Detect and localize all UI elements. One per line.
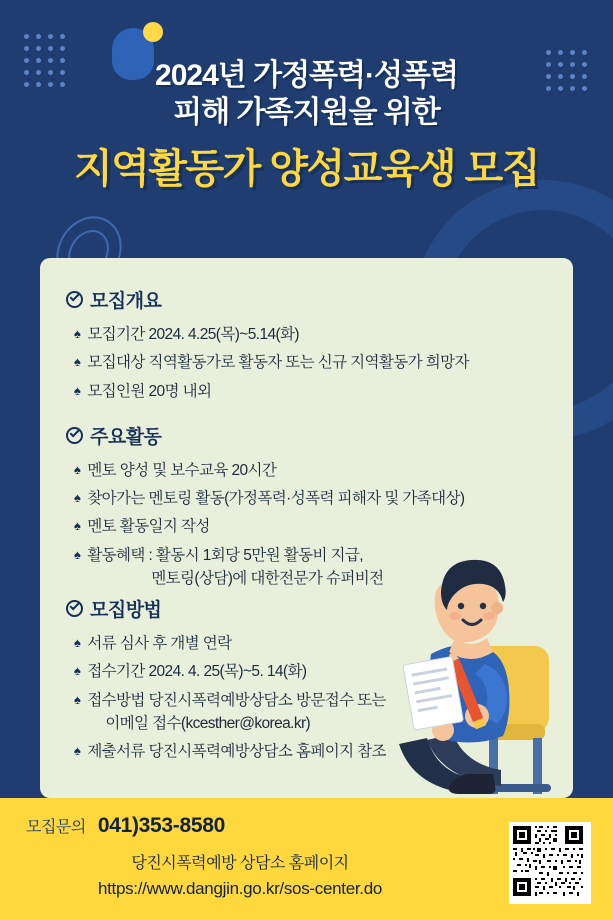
section-title-text: 주요활동 — [90, 426, 162, 448]
website-name: 당진시폭력예방 상담소 홈페이지 — [131, 855, 349, 872]
headline-line-3: 지역활동가 양성교육생 모집 — [74, 147, 539, 192]
list-item-text: 서류 심사 후 개별 연락 — [87, 635, 232, 652]
list-item-text: 멘토 활동일지 작성 — [87, 518, 210, 536]
spade-bullet-icon: ♠ — [74, 518, 81, 534]
qr-code-icon[interactable] — [509, 822, 591, 904]
list-item-text — [87, 544, 547, 591]
section-list-howto — [74, 632, 547, 763]
spade-bullet-icon: ♠ — [74, 326, 81, 341]
headline-line-2: 피해 가족지원을 위한 — [173, 95, 440, 129]
section-list-activities — [74, 459, 547, 590]
list-item — [74, 351, 547, 374]
section-list-overview — [74, 323, 547, 403]
list-item — [74, 544, 547, 591]
check-circle-icon — [66, 600, 83, 617]
spade-bullet-icon: ♠ — [74, 546, 81, 562]
list-item — [74, 660, 547, 683]
contact-label: 모집문의 — [26, 819, 86, 836]
yellow-dot-icon — [143, 22, 163, 42]
list-item-line-2: 멘토링(상담)에 대한전문가 슈퍼비전 — [151, 569, 384, 587]
spade-bullet-icon: ♠ — [74, 635, 81, 650]
check-circle-icon — [66, 291, 83, 308]
spade-bullet-icon: ♠ — [74, 691, 81, 707]
section-title-howto — [66, 595, 547, 622]
list-item — [74, 323, 547, 346]
section-title-overview — [66, 286, 547, 313]
card-content — [40, 258, 573, 763]
list-item — [74, 459, 547, 482]
contact-row — [26, 814, 225, 838]
contact-phone: 041)353-8580 — [97, 814, 226, 837]
list-item-text: 모집인원 20명 내외 — [87, 382, 212, 400]
list-item-text: 찾아가는 멘토링 활동(가정폭력·성폭력 피해자 및 가족대상) — [87, 490, 465, 507]
spade-bullet-icon: ♠ — [74, 354, 81, 370]
poster-headline — [0, 58, 613, 194]
list-item — [74, 515, 547, 538]
section-title-text: 모집개요 — [90, 291, 162, 312]
spade-bullet-icon: ♠ — [74, 382, 81, 398]
headline-line-1: 2024년 가정폭력·성폭력 — [155, 59, 458, 92]
list-item-line-1: 활동혜택 : 활동시 1회당 5만원 활동비 지급, — [87, 546, 363, 564]
list-item-text: 모집기간 2024. 4.25(목)~5.14(화) — [87, 326, 299, 343]
list-item — [74, 380, 547, 403]
content-card — [40, 258, 573, 798]
list-item-line-1: 접수방법 당진시폭력예방상담소 방문접수 또는 — [87, 691, 386, 709]
list-item — [74, 632, 547, 655]
list-item-text: 모집대상 직역활동가로 활동자 또는 신규 지역활동가 희망자 — [87, 354, 469, 372]
list-item-text — [87, 689, 547, 736]
section-title-text: 모집방법 — [90, 600, 162, 621]
list-item — [74, 689, 547, 736]
spade-bullet-icon: ♠ — [74, 743, 81, 758]
spade-bullet-icon: ♠ — [74, 461, 81, 477]
check-circle-icon — [66, 427, 83, 444]
section-title-activities — [66, 422, 547, 449]
list-item-text: 접수기간 2024. 4. 25(목)~5. 14(화) — [87, 663, 307, 681]
spade-bullet-icon: ♠ — [74, 490, 81, 505]
list-item — [74, 740, 547, 763]
website-block — [0, 850, 480, 899]
list-item — [74, 487, 547, 510]
list-item-line-2: 이메일 접수(kcesther@korea.kr) — [105, 714, 311, 732]
poster-footer — [0, 798, 613, 920]
list-item-text: 제출서류 당진시폭력예방상담소 홈페이지 참조 — [87, 743, 386, 760]
spade-bullet-icon: ♠ — [74, 663, 81, 679]
website-url[interactable]: https://www.dangjin.go.kr/sos-center.do — [97, 879, 383, 898]
list-item-text: 멘토 양성 및 보수교육 20시간 — [87, 461, 277, 479]
